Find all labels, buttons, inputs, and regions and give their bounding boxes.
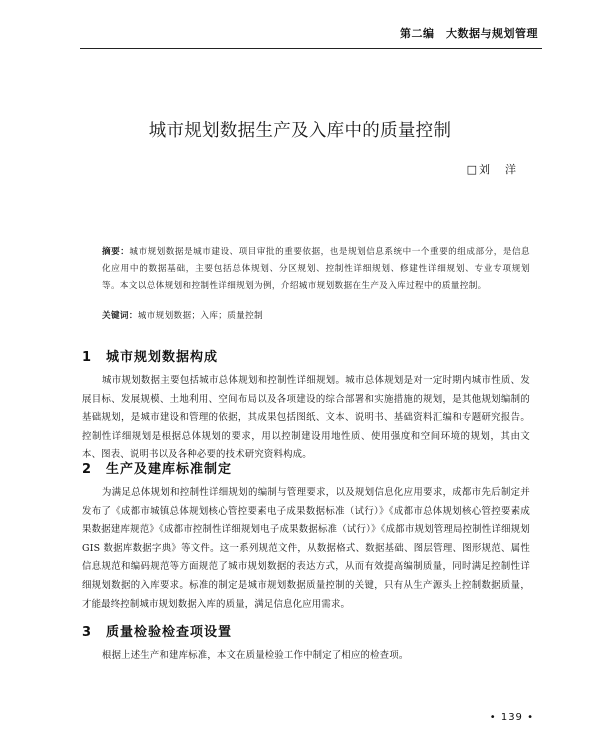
section-1-title: 城市规划数据构成 — [106, 350, 219, 365]
section-1-heading — [82, 346, 530, 365]
section-3-paragraph: 根据上述生产和建库标准，本文在质量检验工作中制定了相应的检查项。 — [102, 650, 409, 661]
abstract-block — [82, 244, 530, 295]
keywords-block — [102, 309, 530, 321]
section-2-number: 2 — [82, 462, 93, 477]
running-head: 第二编 大数据与规划管理 — [400, 27, 538, 40]
keywords-text: 城市规划数据；入库；质量控制 — [137, 311, 263, 321]
abstract-text: 城市规划数据是城市建设、项目审批的重要依据，也是规划信息系统中一个重要的组成部分，是信息化应用中的数据基础，主要包括总体规划、分区规划、控制性详细规划、修建性详细规划、专业专项规划等。本文以总体规划和控制性详细规划为例，介绍城市规划数据在生产及入库过程中的质量控制。 — [102, 247, 530, 291]
section-2-paragraph: 为满足总体规划和控制性详细规划的编制与管理要求，以及规划信息化应用要求，成都市先后制定并发布了《成都市城镇总体规划核心管控要素电子成果数据标准（试行）》《成都市总体规划核心管控要素成果数据建库规范》《成都市控制性详细规划电子成果数据标准（试行）》《成都市规划管理局控制性详细规划 GIS 数据库数据字典》等文件。这一系列规范文件，从数据格式、数据基础、图层管理、图形规范、属性信息规范和编码规范等方面规范了城市规划数据的表达方式，从而有效提高编制质量，同时满足控制性详细规划数据的入库要求。标准的制定是城市规划数据质量控制的关键，只有从生产源头上控制数据质量，才能最终控制城市规划数据入库的质量，满足信息化应用需求。 — [82, 487, 530, 610]
section-3-title: 质量检验检查项设置 — [106, 625, 233, 640]
section-3-number: 3 — [82, 625, 93, 640]
keywords-label: 关键词： — [102, 311, 138, 321]
section-3-heading — [82, 621, 530, 640]
author-name: □刘 洋 — [466, 163, 518, 176]
header-rule — [80, 48, 542, 49]
article-title: 城市规划数据生产及入库中的质量控制 — [148, 121, 452, 141]
section-1-number: 1 — [82, 350, 93, 365]
abstract-label: 摘要： — [102, 247, 130, 257]
section-2-heading — [82, 458, 530, 477]
section-1-paragraph: 城市规划数据主要包括城市总体规划和控制性详细规划。城市总体规划是对一定时期内城市性质、发展目标、发展规模、土地利用、空间布局以及各项建设的综合部署和实施措施的规划，是其他规划编制的基础规划，是城市建设和管理的依据，其成果包括图纸、文本、说明书、基础资料汇编和专题研究报告。控制性详细规划是根据总体规划的要求，用以控制建设用地性质、使用强度和空间环境的规划，其由文本、图表、说明书以及各种必要的技术研究资料构成。 — [82, 375, 530, 461]
section-2-title: 生产及建库标准制定 — [106, 462, 233, 477]
page-number: • 139 • — [489, 712, 534, 723]
